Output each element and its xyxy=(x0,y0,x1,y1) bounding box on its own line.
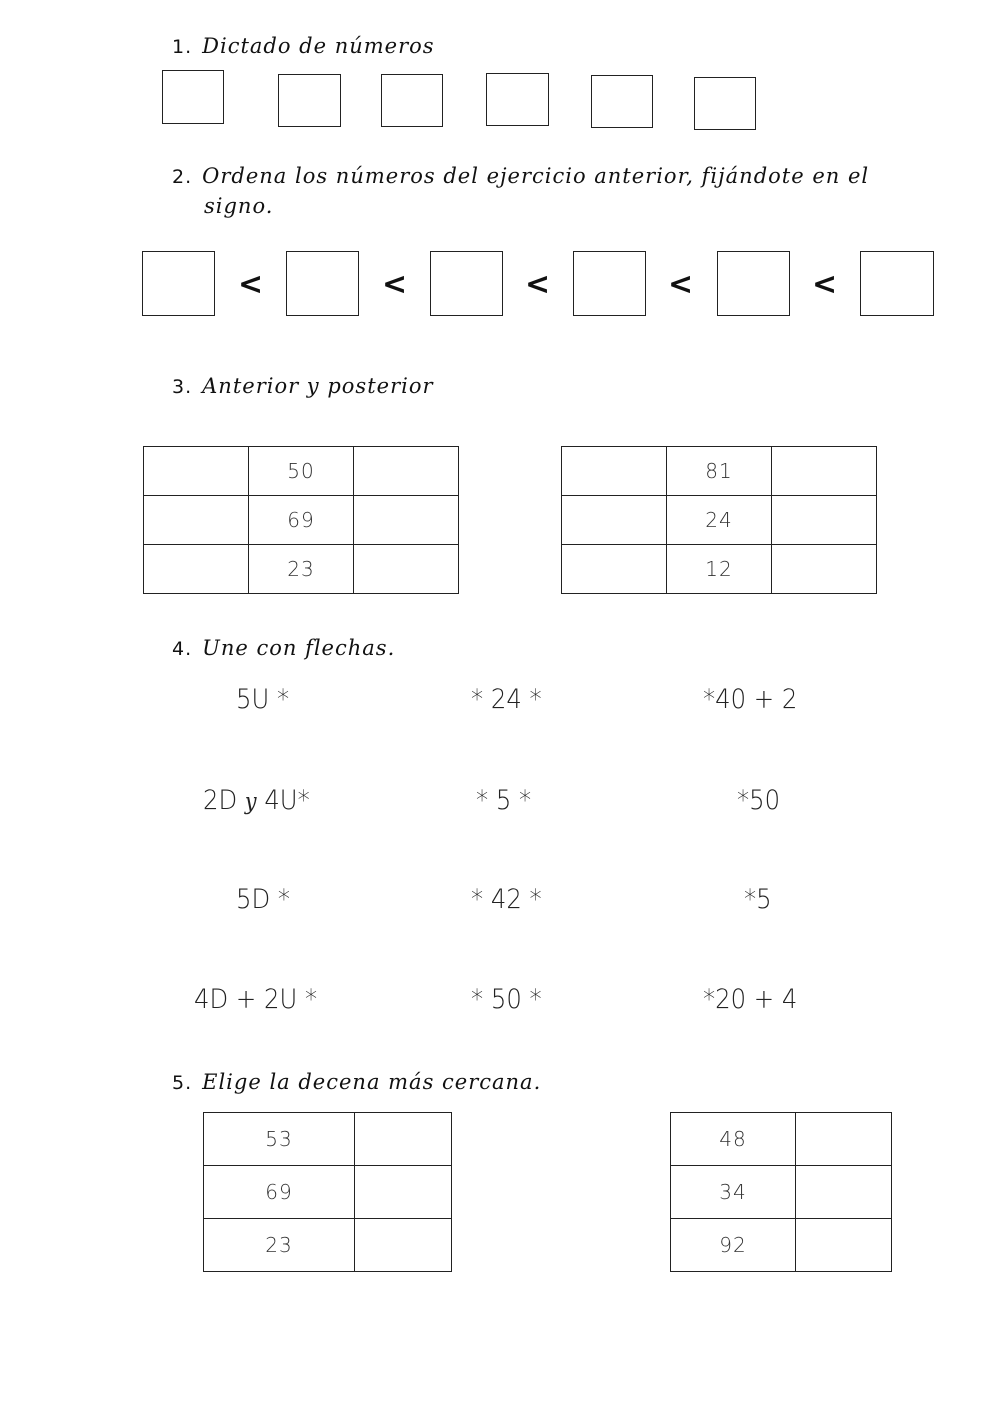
answer-box[interactable] xyxy=(162,70,224,124)
match-item-right[interactable]: *20 + 4 xyxy=(703,984,798,1015)
number-cell: 69 xyxy=(204,1166,355,1219)
posterior-cell[interactable] xyxy=(354,447,459,496)
section-1-heading xyxy=(172,34,435,58)
section-number: 5. xyxy=(172,1072,193,1094)
answer-box[interactable] xyxy=(381,74,443,127)
section-4-heading xyxy=(172,636,395,660)
section-number: 3. xyxy=(172,376,193,398)
answer-cell[interactable] xyxy=(796,1166,892,1219)
number-cell: 23 xyxy=(204,1219,355,1272)
match-item-left[interactable] xyxy=(203,787,310,814)
match-item-middle[interactable]: * 24 * xyxy=(471,684,542,715)
section-title: Anterior y posterior xyxy=(202,374,434,398)
posterior-cell[interactable] xyxy=(354,496,459,545)
anterior-posterior-table-right xyxy=(561,446,877,594)
number-cell: 81 xyxy=(667,447,772,496)
answer-cell[interactable] xyxy=(796,1113,892,1166)
section-title: Ordena los números del ejercicio anterior, fijándote en el xyxy=(202,164,870,188)
match-text-y: y xyxy=(244,789,257,815)
answer-cell[interactable] xyxy=(355,1166,452,1219)
number-cell: 48 xyxy=(671,1113,796,1166)
anterior-cell[interactable] xyxy=(144,496,249,545)
match-item-middle[interactable]: * 50 * xyxy=(471,984,542,1015)
section-number: 2. xyxy=(172,166,193,188)
less-than-sign: < xyxy=(382,267,408,302)
match-item-middle[interactable]: * 42 * xyxy=(471,884,542,915)
section-3-heading xyxy=(172,374,434,398)
order-box[interactable] xyxy=(573,251,646,316)
order-box[interactable] xyxy=(430,251,503,316)
answer-box[interactable] xyxy=(591,75,653,128)
anterior-cell[interactable] xyxy=(562,545,667,594)
match-item-right[interactable]: *5 xyxy=(744,884,772,915)
less-than-sign: < xyxy=(668,267,694,302)
less-than-sign: < xyxy=(238,267,264,302)
answer-box[interactable] xyxy=(694,77,756,130)
order-box[interactable] xyxy=(142,251,215,316)
anterior-cell[interactable] xyxy=(144,447,249,496)
match-item-left[interactable]: 5U * xyxy=(236,684,290,715)
answer-cell[interactable] xyxy=(355,1113,452,1166)
anterior-cell[interactable] xyxy=(562,447,667,496)
match-item-left[interactable]: 4D + 2U * xyxy=(194,984,318,1015)
answer-box[interactable] xyxy=(486,73,549,126)
order-box[interactable] xyxy=(286,251,359,316)
section-title: Dictado de números xyxy=(202,34,435,58)
number-cell: 34 xyxy=(671,1166,796,1219)
order-box[interactable] xyxy=(860,251,934,316)
posterior-cell[interactable] xyxy=(772,545,877,594)
number-cell: 12 xyxy=(667,545,772,594)
decena-table-right xyxy=(670,1112,892,1272)
answer-box[interactable] xyxy=(278,74,341,127)
posterior-cell[interactable] xyxy=(772,496,877,545)
answer-cell[interactable] xyxy=(796,1219,892,1272)
number-cell: 24 xyxy=(667,496,772,545)
anterior-cell[interactable] xyxy=(562,496,667,545)
posterior-cell[interactable] xyxy=(772,447,877,496)
section-title: Une con flechas. xyxy=(202,636,396,660)
anterior-posterior-table-left xyxy=(143,446,459,594)
number-cell: 23 xyxy=(249,545,354,594)
match-item-left[interactable]: 5D * xyxy=(236,884,291,915)
match-item-middle[interactable]: * 5 * xyxy=(476,785,532,816)
number-cell: 69 xyxy=(249,496,354,545)
decena-table-left xyxy=(203,1112,452,1272)
number-cell: 92 xyxy=(671,1219,796,1272)
anterior-cell[interactable] xyxy=(144,545,249,594)
section-number: 1. xyxy=(172,36,193,58)
less-than-sign: < xyxy=(525,267,551,302)
section-title: Elige la decena más cercana. xyxy=(202,1070,542,1094)
order-box[interactable] xyxy=(717,251,790,316)
answer-cell[interactable] xyxy=(355,1219,452,1272)
less-than-sign: < xyxy=(812,267,838,302)
posterior-cell[interactable] xyxy=(354,545,459,594)
section-2-heading-line2: signo. xyxy=(204,194,274,218)
match-text: 4U* xyxy=(264,785,310,816)
section-5-heading xyxy=(172,1070,541,1094)
match-item-right[interactable]: *40 + 2 xyxy=(703,684,798,715)
section-number: 4. xyxy=(172,638,193,660)
match-text: 2D xyxy=(203,785,238,816)
match-item-right[interactable]: *50 xyxy=(737,785,781,816)
number-cell: 53 xyxy=(204,1113,355,1166)
number-cell: 50 xyxy=(249,447,354,496)
section-2-heading xyxy=(172,164,869,188)
